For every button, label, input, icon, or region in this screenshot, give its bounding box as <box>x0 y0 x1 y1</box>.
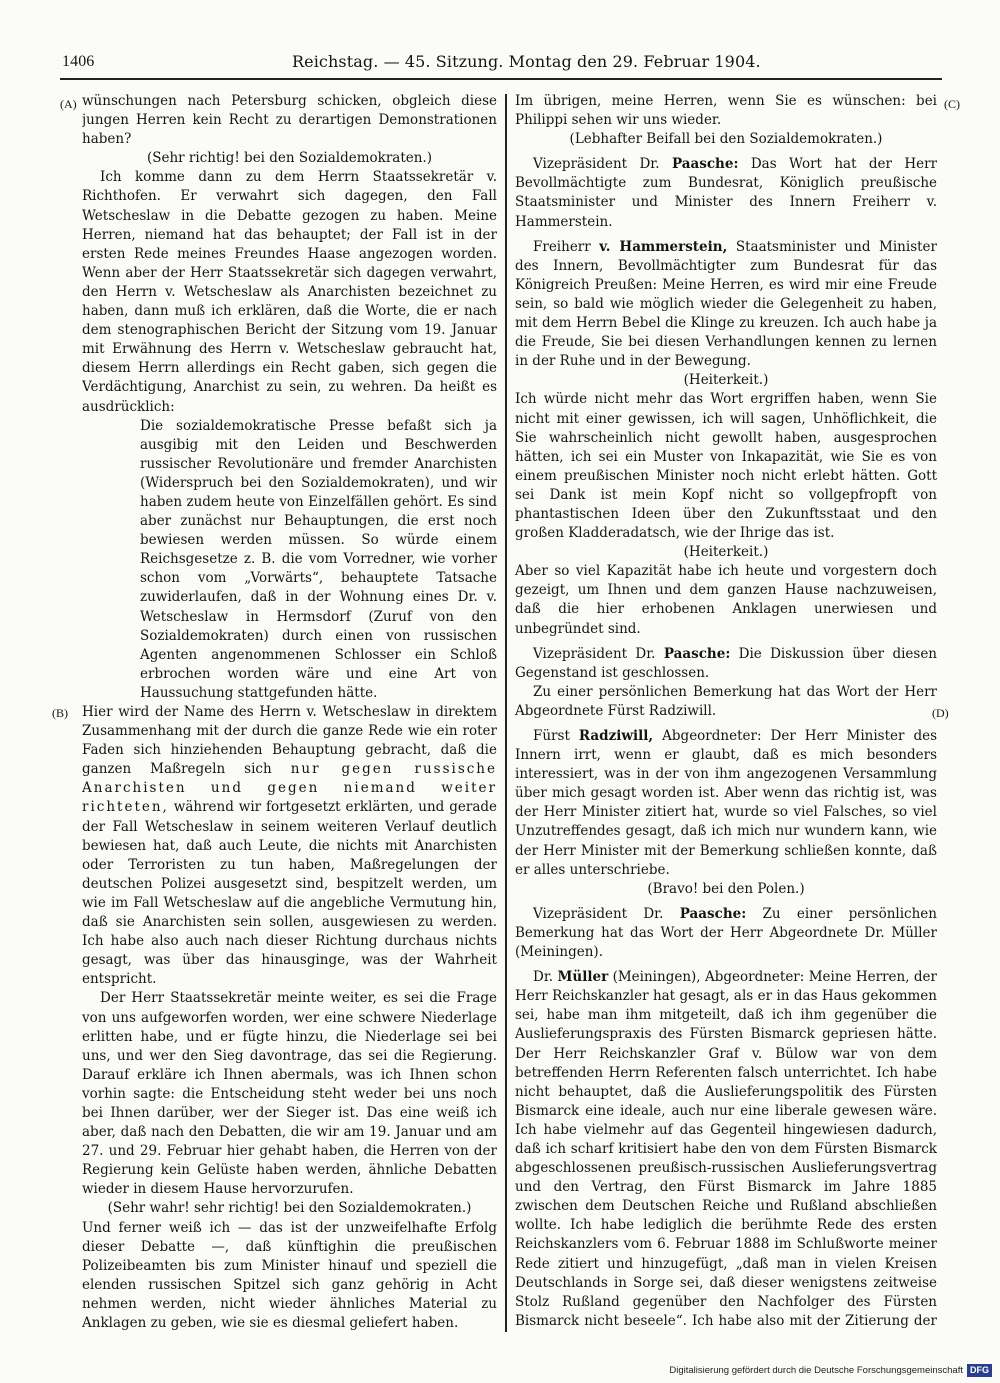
digitization-credit <box>612 1363 992 1379</box>
paragraph: Der Herr Staatssekretär meinte weiter, es sei die Frage von uns aufgeworfen worden, wer eine schwere Niederlage erlitten habe, und er fügte hinzu, die Niederlage sei bei uns, und wer den Sieg davontrage, das sei die Regierung. Darauf erkläre ich Ihnen abermals, was ich Ihnen schon vorhin sagte: die Entscheidung steht weder bei uns noch bei Ihnen darüber, wer der Sieger ist. Das eine weiß ich aber, daß nach den Debatten, die wir am 19. Januar und am 27. und 29. Februar hier gehabt haben, die Herren von der Regierung kein Gelüste haben werden, ähnliche Debatten wieder in diesem Hause hervorzurufen. <box>82 990 497 1198</box>
margin-mark-c: (C) <box>944 97 960 111</box>
margin-mark-d: (D) <box>932 706 949 720</box>
page-header <box>62 50 942 74</box>
speaker-name: Müller <box>557 969 609 986</box>
speaker-lead: Vizepräsident Dr. <box>533 645 656 662</box>
paragraph: Ich würde nicht mehr das Wort ergriffen haben, wenn Sie nicht mit einer gewissen, ich will sagen, Unhöflichkeit, die Sie wahrscheinlich nicht gewollt haben, ausgesprochen hätten, ich sei ein Muster von Inkapazität, wie Sie es von einem preußischen Minister noch nicht erlebt hätten. Gott sei Dank ist mein Kopf nicht so vollgepfropft von phantastischen Ideen über den Zukunftsstaat und den großen Kladderadatsch, wie der Ihrige das ist. <box>515 391 937 542</box>
stage-direction: (Lebhafter Beifall bei den Sozialdemokraten.) <box>569 131 883 148</box>
speaker-lead: Freiherr <box>533 238 591 255</box>
text: während wir fortgesetzt erklärten, und gerade der Fall Wetscheslaw in seinem weiteren Verlauf deutlich bewiesen hat, daß auch Leute, die nichts mit Anarchisten oder Terroristen zu tun haben, Maßregelungen der deutschen Polizei ausgesetzt sind, bespitzelt werden, um wie im Fall Wetscheslaw auf die angebliche Vermutung hin, daß sie Anarchisten sein sollen, ausgewiesen zu werden. Ich habe also auch nach dieser Richtung durchaus nichts gesagt, was über das hinausginge, was der Wahrheit entspricht. <box>82 799 497 988</box>
speaker-name: Paasche: <box>679 905 747 922</box>
emphasis-text: nur gegen russische Anarchisten und gegen niemand weiter richteten, <box>82 761 497 816</box>
speaker-name: Paasche: <box>663 645 731 662</box>
stage-direction: (Sehr wahr! sehr richtig! bei den Sozialdemokraten.) <box>107 1200 472 1217</box>
text: Hier wird der Name des Herrn v. Wetscheslaw in direktem Zusammenhang mit der durch die ganze Rede wie ein roter Faden sich hinziehenden Behauptung gebracht, daß die ganzen Maßregeln sich <box>82 704 497 778</box>
block-quote: Die sozialdemokratische Presse befaßt sich ja ausgibig mit den Leiden und Beschwerden russischer Revolutionäre und fremder Anarchisten (Widerspruch bei den Sozialdemokraten), und wir haben zudem heute von Einzelfällen gehört. Es sind aber zunächst nur Behauptungen, die erst noch bewiesen werden müssen. So würde einem Reichsgesetze z. B. die vom Vorredner, wie vorher schon vom „Vorwärts“, behauptete Tatsache zuwiderlaufen, daß in der Wohnung eines Dr. v. Wetscheslaw in Hermsdorf (Zuruf von den Sozialdemokraten) durch einen von russischen Agenten angenommenen Schlosser ein Schloß erbrochen worden wäre und eine Art von Haussuchung stattgefunden hätte. <box>140 417 497 701</box>
text: Abgeordneter: Der Herr Minister des Innern irrt, wenn er glaubt, daß es mich besonders interessiert, was in der von ihm angezogenen Versammlung über mich gesagt worden ist. Aber wenn das richtig ist, was der Herr Minister zitiert hat, wurde so viel Falsches, so viel Unzutreffendes gesagt, daß ich mich nur wundern kann, wie der Herr Minister mit der Bemerkung schließen konnte, daß er alles unterschriebe. <box>515 728 937 878</box>
stage-direction: (Heiterkeit.) <box>683 372 769 389</box>
header-rule <box>60 78 942 80</box>
stage-direction: (Sehr richtig! bei den Sozialdemokraten.) <box>146 150 432 167</box>
page-number: 1406 <box>62 53 95 70</box>
speaker-paragraph <box>515 645 937 683</box>
text: Die Diskussion über diesen Gegenstand ist geschlossen. <box>515 645 937 681</box>
paragraph: wünschungen nach Petersburg schicken, obgleich diese jungen Herren kein Recht zu derartigen Demonstrationen haben? <box>82 93 497 148</box>
speaker-lead: Dr. <box>533 969 554 986</box>
right-column <box>515 92 937 1332</box>
speaker-lead: Vizepräsident Dr. <box>533 156 660 173</box>
speaker-paragraph <box>515 968 937 1332</box>
running-head: Reichstag. — 45. Sitzung. Montag den 29. Februar 1904. <box>292 52 761 71</box>
paragraph <box>82 703 497 989</box>
text: Staatsminister und Minister des Innern, Bevollmächtigter zum Bundesrat für das Königreich Preußen: Meine Herren, es wird mir eine Freude sein, so bald wie möglich wieder die Gelegenheit zu haben, mit dem Herrn Bebel die Klinge zu kreuzen. Ich auch habe ja die Freude, Sie bei diesen Verhandlungen kennen zu lernen in der Ruhe und in der Bewegung. <box>515 238 937 370</box>
paragraph: Aber so viel Kapazität habe ich heute und vorgestern doch gezeigt, um Ihnen und dem ganzen Hause nachzuweisen, daß die hier erhobenen Anklagen unerwiesen und unbegründet sind. <box>515 563 937 637</box>
margin-mark-b: (B) <box>52 706 68 720</box>
stage-direction: (Heiterkeit.) <box>683 544 769 561</box>
speaker-name: v. Hammerstein, <box>599 238 728 255</box>
speaker-paragraph <box>515 238 937 372</box>
credit-text: Digitalisierung gefördert durch die Deutsche Forschungsgemeinschaft <box>669 1365 963 1376</box>
text: Das Wort hat der Herr Bevollmächtigte zum Bundesrat, Königlich preußische Staatsminister und Minister des Innern Freiherr v. Hammerstein. <box>515 156 937 230</box>
speaker-paragraph <box>515 155 937 231</box>
speaker-lead: Vizepräsident Dr. <box>533 905 664 922</box>
margin-mark-a: (A) <box>60 97 77 111</box>
speaker-lead: Fürst <box>533 728 570 744</box>
speaker-paragraph <box>515 905 937 962</box>
left-column <box>82 92 497 1332</box>
text: Zu einer persönlichen Bemerkung hat das Wort der Herr Abgeordnete Dr. Müller (Meiningen). <box>515 905 937 961</box>
stage-direction: (Bravo! bei den Polen.) <box>647 880 805 897</box>
text: (Meiningen), Abgeordneter: Meine Herren, der Herr Reichskanzler hat gesagt, als er in das Haus gekommen sei, habe man ihm mitgeteilt, daß ich ihm gegenüber die Auslieferungspraxis des Fürsten Bismarck gepriesen hätte. Der Herr Reichskanzler Graf v. Bülow war von dem betreffenden Herrn Referenten falsch unterrichtet. Ich habe nicht behauptet, daß die Auslieferungspolitik des Fürsten Bismarck eine ideale, auch nur eine liberale gewesen wäre. Ich habe vielmehr auf das Gegenteil hingewiesen dadurch, daß ich scharf kritisiert habe den von dem Fürsten Bismarck abgeschlossenen preußisch-russischen Auslieferungsvertrag und den Vertrag, den Fürst Bismarck im Jahre 1885 zwischen dem Deutschen Reiche und Rußland abschließen wollte. Ich habe lediglich die berühmte Rede des ersten Reichskanzlers vom 6. Februar 1888 im Schlußworte meiner Rede zitiert und hinzugefügt, „daß man in vielen Kreisen Deutschlands in Sorge sei, daß dieser wenigstens zeitweise Stolz Rußland gegenüber den Nachfolger des Fürsten Bismarck nicht beseele“. Ich habe also mit der Zitierung der <box>515 969 937 1329</box>
paragraph: Und ferner weiß ich — das ist der unzweifelhafte Erfolg dieser Debatte —, daß künftighin die preußischen Polizeibeamten bis zum Minister hinauf und speziell die elenden russischen Spitzel sich ganz gehörig in Acht nehmen werden, nicht wieder ähnliches Material zu Anklagen zu geben, wie sie es diesmal geliefert haben. <box>82 1219 497 1331</box>
paragraph: Ich komme dann zu dem Herrn Staatssekretär v. Richthofen. Er verwahrt sich dagegen, den Fall Wetscheslaw in die Debatte gezogen zu haben. Meine Herren, niemand hat das behauptet; der Fall ist in der ersten Rede meines Freundes Haase angezogen worden. Wenn aber der Herr Staatssekretär sich dagegen verwahrt, den Herrn v. Wetscheslaw als Anarchisten bezeichnet zu haben, dann muß ich erklären, daß die Worte, die er nach dem stenographischen Bericht der Sitzung vom 19. Januar mit Erwähnung des Herrn v. Wetscheslaw gebraucht hat, diesem Herrn allerdings ein Recht gaben, sich gegen die Verdächtigung, Anarchist zu sein, zu wehren. Da heißt es ausdrücklich: <box>82 169 497 415</box>
speaker-name: Paasche: <box>671 156 739 173</box>
speaker-name: Radziwill, <box>578 728 654 744</box>
paragraph: Zu einer persönlichen Bemerkung hat das Wort der Herr Abgeordnete Fürst Radziwill. <box>515 683 937 719</box>
paragraph: Im übrigen, meine Herren, wenn Sie es wünschen: bei Philippi sehen wir uns wieder. <box>515 93 937 129</box>
speaker-paragraph <box>515 727 937 880</box>
column-rule <box>505 94 507 1332</box>
dfg-logo: DFG <box>967 1364 992 1377</box>
